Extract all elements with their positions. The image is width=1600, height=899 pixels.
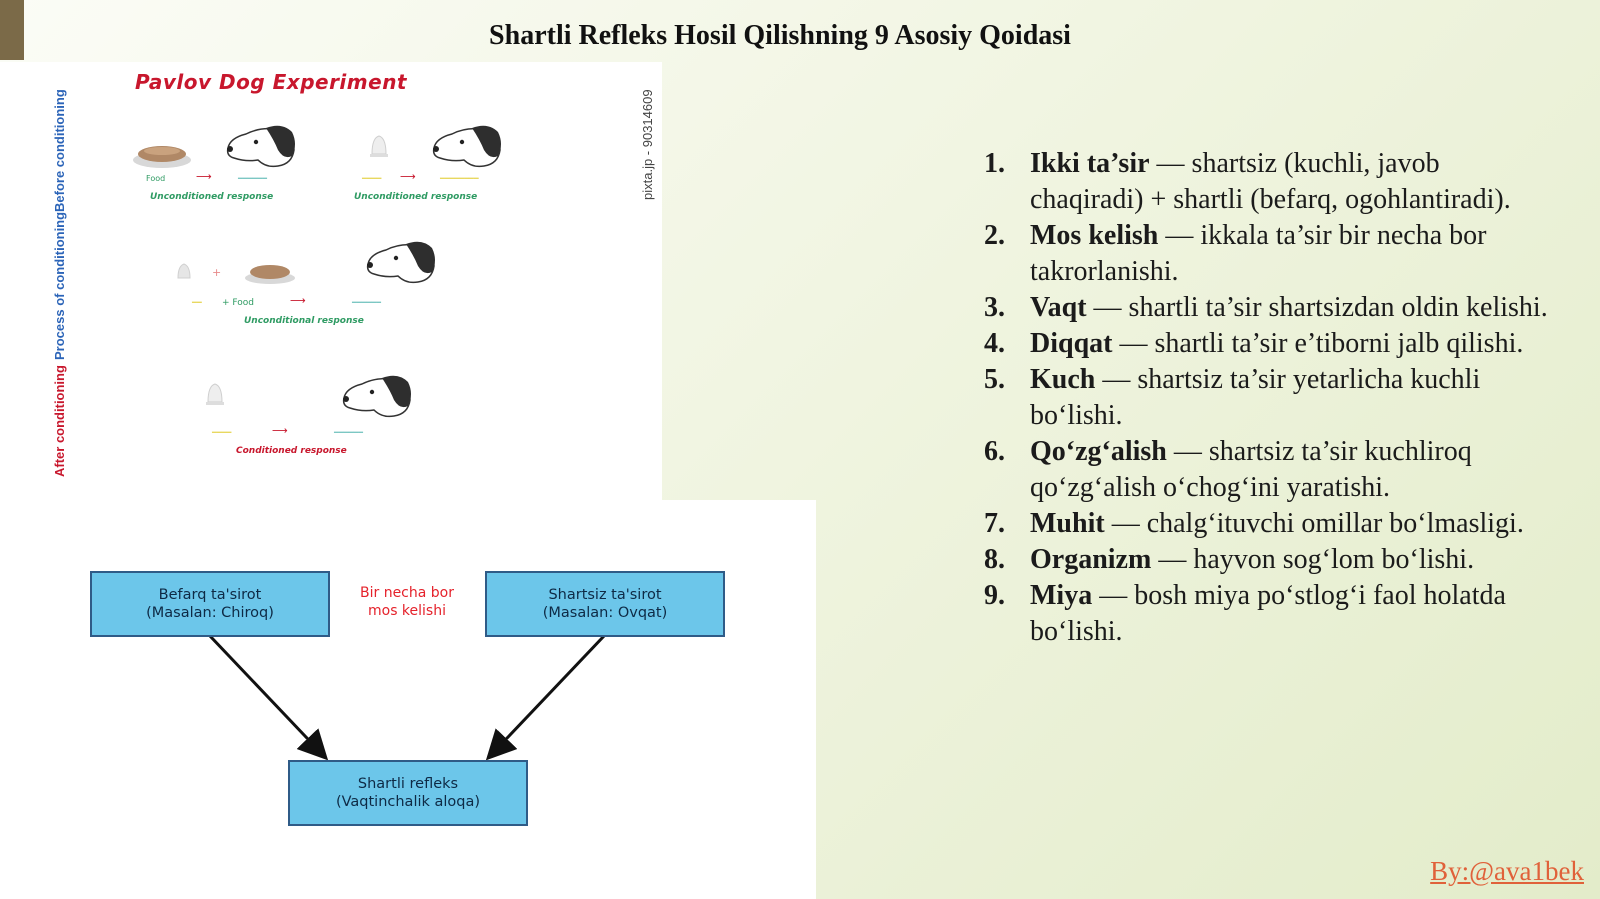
response-placeholder-icon: ━━━━━━	[334, 428, 363, 437]
bell-icon	[204, 380, 226, 410]
rule-text: — shartsiz ta’sir yetarlicha kuchli bo‘lishi.	[1030, 364, 1481, 431]
arrow-icon: ⟶	[400, 170, 416, 183]
slide-title: Shartli Refleks Hosil Qilishning 9 Asosiy Qoidasi	[489, 20, 1071, 51]
rule-term: Diqqat	[1030, 328, 1113, 359]
repetition-label	[355, 584, 459, 620]
rule-text: — shartsiz (kuchli, javob chaqiradi) + shartli (befarq, ogohlantiradi).	[1030, 148, 1511, 215]
conditioned-response-label: Conditioned response	[236, 446, 347, 456]
bell-icon	[368, 132, 390, 162]
rule-term: Miya	[1030, 580, 1093, 611]
unconditioned-stimulus-box	[485, 571, 725, 637]
rules-list	[984, 146, 1560, 650]
unconditioned-stimulus-example: (Masalan: Ovqat)	[542, 605, 668, 621]
rule-number: 8.	[984, 544, 1005, 575]
rule-text: — bosh miya po‘stlog‘i faol holatda bo‘lishi.	[1030, 580, 1506, 647]
rule-number: 2.	[984, 220, 1005, 251]
pavlov-infographic	[0, 62, 662, 500]
rule-item	[984, 506, 1560, 542]
rule-text: — ikkala ta’sir bir necha bor takrorlanishi.	[1030, 220, 1487, 287]
arrow-icon: ⟶	[290, 294, 306, 307]
right-to-bottom-arrow	[490, 636, 604, 756]
response-placeholder-icon: ━━━━━━	[238, 174, 267, 183]
bell-icon	[176, 262, 192, 282]
stage-label-after: After conditioning	[52, 365, 67, 477]
stage-label-process: Process of conditioning	[52, 211, 67, 360]
conditioning-flow-diagram	[0, 500, 816, 899]
arrow-icon: ⟶	[196, 170, 212, 183]
left-to-bottom-arrow	[210, 636, 324, 756]
flow-arrows	[0, 500, 816, 899]
stimulus-placeholder-icon: ━━	[192, 298, 202, 307]
unconditioned-response-label: Unconditioned response	[150, 192, 274, 202]
food-bowl-icon	[130, 140, 194, 170]
rule-text: — hayvon sog‘lom bo‘lishi.	[1151, 544, 1475, 575]
repetition-label-line2: mos kelishi	[367, 603, 446, 620]
rule-term: Kuch	[1030, 364, 1096, 395]
dog-icon	[362, 236, 442, 288]
food-label: Food	[146, 174, 166, 183]
rule-item	[984, 326, 1560, 362]
rule-number: 5.	[984, 364, 1005, 395]
rule-text: — shartli ta’sir shartsizdan oldin kelishi.	[1086, 292, 1548, 323]
rule-term: Vaqt	[1030, 292, 1087, 323]
rule-number: 9.	[984, 580, 1005, 611]
rule-item	[984, 290, 1560, 326]
unconditioned-stimulus-title: Shartsiz ta'sirot	[548, 586, 662, 603]
response-placeholder-icon: ━━━━━━━━	[440, 174, 479, 183]
unconditional-response-label: Unconditional response	[244, 316, 364, 326]
rule-term: Muhit	[1030, 508, 1105, 539]
neutral-stimulus-title: Befarq ta'sirot	[158, 586, 262, 603]
food-label: + Food	[222, 298, 254, 308]
dog-icon	[222, 120, 302, 172]
stimulus-placeholder-icon: ━━━━	[212, 428, 232, 437]
rule-term: Organizm	[1030, 544, 1152, 575]
rule-text: — chalg‘ituvchi omillar bo‘lmasligi.	[1104, 508, 1524, 539]
rule-number: 7.	[984, 508, 1005, 539]
rule-text: — shartli ta’sir e’tiborni jalb qilishi.	[1112, 328, 1524, 359]
rule-item	[984, 362, 1560, 434]
rule-term: Ikki ta’sir	[1030, 148, 1150, 179]
author-link[interactable]: By:@ava1bek	[1430, 856, 1584, 886]
stock-watermark: pixta.jp - 90314609	[640, 89, 655, 200]
rule-number: 4.	[984, 328, 1005, 359]
rule-item	[984, 542, 1560, 578]
rule-item	[984, 146, 1560, 218]
stimulus-placeholder-icon: ━━━━	[362, 174, 382, 183]
conditioned-reflex-subtitle: (Vaqtinchalik aloqa)	[335, 794, 481, 810]
response-placeholder-icon: ━━━━━━	[352, 298, 381, 307]
plus-icon: +	[212, 266, 222, 279]
pavlov-title: Pavlov Dog Experiment	[135, 70, 407, 94]
rule-item	[984, 434, 1560, 506]
rule-term: Mos kelish	[1030, 220, 1159, 251]
conditioned-reflex-box	[288, 760, 528, 826]
repetition-label-line1: Bir necha bor	[360, 585, 454, 601]
rule-text: — shartsiz ta’sir kuchliroq qo‘zg‘alish o‘chog‘ini yaratishi.	[1030, 436, 1472, 503]
rule-term: Qo‘zg‘alish	[1030, 436, 1167, 467]
unconditioned-response-label: Unconditioned response	[354, 192, 478, 202]
neutral-stimulus-example: (Masalan: Chiroq)	[146, 605, 274, 621]
food-bowl-icon	[242, 260, 298, 286]
rule-number: 1.	[984, 148, 1005, 179]
neutral-stimulus-box	[90, 571, 330, 637]
conditioned-reflex-title: Shartli refleks	[357, 775, 459, 792]
rule-number: 3.	[984, 292, 1005, 323]
arrow-icon: ⟶	[272, 424, 288, 437]
rule-number: 6.	[984, 436, 1005, 467]
rule-item	[984, 218, 1560, 290]
rule-item	[984, 578, 1560, 650]
stage-label-before: Before conditioning	[52, 89, 67, 212]
dog-icon	[428, 120, 508, 172]
dog-icon	[338, 370, 418, 422]
